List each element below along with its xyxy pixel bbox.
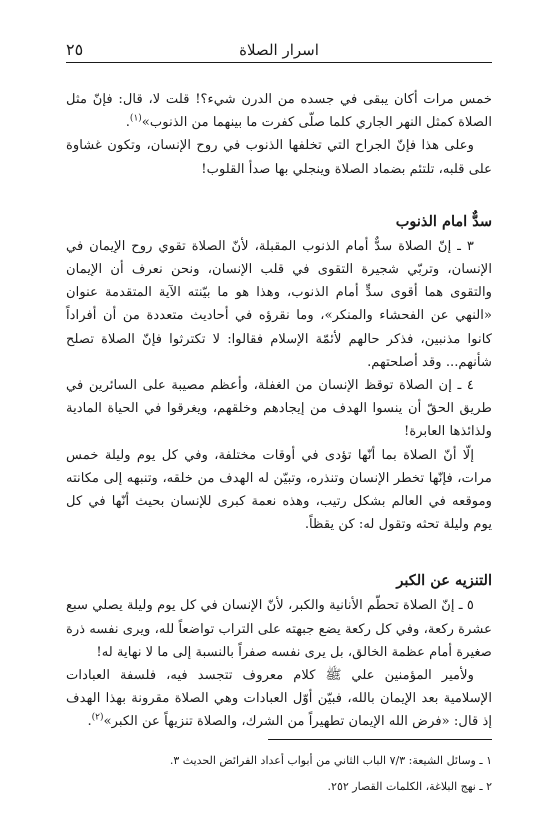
main-text bbox=[66, 88, 492, 734]
running-header bbox=[66, 40, 492, 63]
paragraph-4: ٤ ـ إن الصلاة توقظ الإنسان من الغفلة، وأعظم مصيبة على السائرين في طريق الحقّ أن ينسوا الهدف من إيجادهم وخلقهم، ويغرقوا في الحياة المادية ولذائذها العابرة! bbox=[66, 378, 492, 440]
footnote-divider bbox=[268, 739, 492, 740]
paragraph-2: وعلى هذا فإنّ الجراح التي تخلفها الذنوب في روح الإنسان، وتكون غشاوة على قلبه، تلتئم بضماد الصلاة وينجلي بها صدأ القلوب! bbox=[66, 138, 492, 177]
footnote-2: ٢ ـ نهج البلاغة، الكلمات القصار ٢٥٢. bbox=[327, 780, 492, 793]
paragraph-3: ٣ ـ إنّ الصلاة سدٌّ أمام الذنوب المقبلة، لأنّ الصلاة تقوي روح الإيمان في الإنسان، وتربّي شجيرة التقوى في قلب الإنسان، ونحن نعرف أن الإيمان والتقوى هما أقوى سدٍّ أمام الذنوب، وهذا هو ما بيّنته الآية المتقدمة عنوان «النهي عن الفحشاء والمنكر»، وما نقرؤه في أحاديث متعددة من أن أفراداً كانوا مذنبين، فذكر حالهم لأئمّة الإسلام فقالوا: لا تكترثوا فإنّ الصلاة تصلح شأنهم... وقد أصلحتهم. bbox=[66, 238, 492, 370]
footnote-ref-2: (٢) bbox=[91, 713, 104, 724]
paragraph-5: إلّا أنّ الصلاة بما أنّها تؤدى في أوقات مختلفة، وفي كل يوم وليلة خمس مرات، فإنّها تخطر الإنسان وتنذره، وتبيّن له الهدف من خلقه، وتنبهه إلى مكانته وموقعه في العالم بشكل رتيب، وهذه نعمة كبرى للإنسان بحيث أنّها في كل يوم وليلة تحثه وتقول له: كن يقظاً. bbox=[66, 447, 492, 533]
footnote-1: ١ ـ وسائل الشيعة: ٧/٣ الباب الثاني من أبواب أعداد الفرائض الحديث ٣. bbox=[169, 754, 492, 767]
section-heading-barrier: سدٌّ امام الذنوب bbox=[395, 212, 492, 230]
paragraph-7: ولأمير المؤمنين علي ﷺ كلام معروف تتجسد فيه، فلسفة العبادات الإسلامية بعد الإيمان بالله، فبيّن أوّل العبادات وهي الصلاة مقرونة بهذا الهدف إذ قال: «فرض الله الإيمان تطهيراً من الشرك، والصلاة تنزيهاً عن الكبر»$^{(٢)}$. bbox=[66, 668, 492, 730]
book-title: اسرار الصلاة bbox=[239, 41, 319, 59]
paragraph-1: خمس مرات أكان يبقى في جسده من الدرن شيء؟! قلت لا، قال: فإنّ مثل الصلاة كمثل النهر الجاري كلما صلّى كفرت ما بينهما من الذنوب»$^{(١)}$. bbox=[66, 92, 492, 131]
paragraph-6: ٥ ـ إنّ الصلاة تحطّم الأنانية والكبر، لأنّ الإنسان في كل يوم وليلة يصلي سبع عشرة ركعة، وفي كل ركعة يضع جبهته على التراب تواضعاً لله، ويرى نفسه ذرة صغيرة أمام عظمة الخالق، بل يرى نفسه صفراً بالنسبة إلى ما لا نهاية له! bbox=[66, 598, 492, 660]
section-heading-arrogance: التنزيه عن الكبر bbox=[396, 572, 492, 590]
footnote-ref-1: (١) bbox=[129, 113, 142, 124]
footnotes bbox=[66, 748, 492, 800]
page-number: ٢٥ bbox=[66, 40, 84, 59]
